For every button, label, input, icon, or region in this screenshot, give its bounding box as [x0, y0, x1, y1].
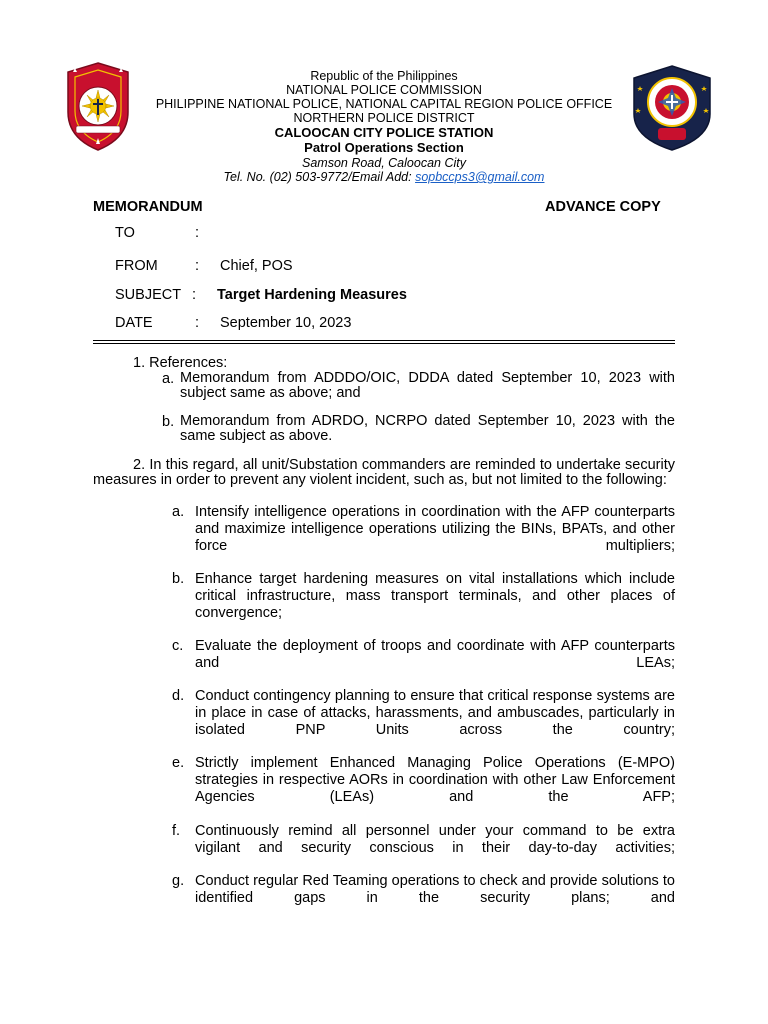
reference-b-marker: b.	[162, 414, 175, 430]
to-colon: :	[195, 225, 200, 241]
list-item-text: Continuously remind all personnel under your command to be extra vigilant and security conscious in their day-to-day activities;	[195, 823, 675, 856]
list-item-text: Conduct regular Red Teaming operations to check and provide solutions to identified gaps in the security plans; and	[195, 873, 675, 906]
list-item-marker: d.	[172, 688, 185, 704]
list-item-text: Strictly implement Enhanced Managing Police Operations (E-MPO) strategies in respective AORs in coordination with other Law Enforcement Agencies (LEAs) and the AFP;	[195, 755, 675, 805]
reference-a	[162, 371, 675, 403]
reference-b-text: Memorandum from ADRDO, NCRPO dated September 10, 2023 with the same subject as above.	[180, 413, 675, 444]
letterhead-napolcom: NATIONAL POLICE COMMISSION	[286, 83, 482, 97]
list-item-marker: g.	[172, 873, 185, 889]
letterhead-section: Patrol Operations Section	[304, 140, 464, 155]
list-item-marker: b.	[172, 571, 185, 587]
list-item	[172, 873, 675, 909]
header-rule-bottom	[93, 343, 675, 344]
letterhead-contact	[104, 170, 664, 184]
date-value: September 10, 2023	[220, 315, 352, 331]
list-item-text: Enhance target hardening measures on vital installations which include critical infrastructure, mass transport terminals, and other places of convergence;	[195, 571, 675, 621]
field-to	[115, 225, 655, 243]
from-colon: :	[195, 258, 200, 274]
subject-value: Target Hardening Measures	[217, 287, 407, 303]
email-link[interactable]: sopbccps3@gmail.com	[415, 170, 545, 184]
list-item	[172, 504, 675, 556]
list-item	[172, 755, 675, 807]
list-item-text: Conduct contingency planning to ensure that critical response systems are in place in case of attacks, harassments, and ambuscades, particularly in isolated PNP Units across the country;	[195, 688, 675, 738]
date-colon: :	[195, 315, 200, 331]
contact-prefix: Tel. No. (02) 503-9772/Email Add:	[223, 170, 416, 184]
list-item-text: Evaluate the deployment of troops and coordinate with AFP counterparts and LEAs;	[195, 638, 675, 671]
subject-label: SUBJECT	[115, 287, 182, 303]
list-item-marker: e.	[172, 755, 185, 771]
letterhead-republic: Republic of the Philippines	[310, 69, 458, 83]
reference-a-text: Memorandum from ADDDO/OIC, DDDA dated September 10, 2023 with subject same as above; and	[180, 370, 675, 401]
list-item-marker: c.	[172, 638, 184, 654]
subject-colon: :	[192, 287, 197, 303]
field-date	[115, 315, 655, 333]
references-heading: 1. References:	[133, 355, 228, 371]
reference-a-marker: a.	[162, 371, 175, 387]
advance-copy-tag: ADVANCE COPY	[545, 199, 661, 215]
letterhead-pnp-ncrpo: PHILIPPINE NATIONAL POLICE, NATIONAL CAPITAL REGION POLICE OFFICE	[155, 97, 613, 111]
letterhead-station: CALOOCAN CITY POLICE STATION	[274, 125, 494, 140]
reference-b	[162, 414, 675, 446]
letterhead-npd: NORTHERN POLICE DISTRICT	[293, 111, 475, 125]
from-value: Chief, POS	[220, 258, 293, 274]
date-label: DATE	[115, 315, 153, 331]
memo-title: MEMORANDUM	[93, 199, 203, 215]
list-item-marker: f.	[172, 823, 181, 839]
paragraph-2: 2. In this regard, all unit/Substation commanders are reminded to undertake security measures in order to prevent any violent incident, such as, but not limited to the following:	[93, 457, 675, 488]
field-from	[115, 258, 655, 276]
header-rule-top	[93, 340, 675, 341]
list-item-text: Intensify intelligence operations in coordination with the AFP counterparts and maximize intelligence operations utilizing the BINs, BPATs, and other force multipliers;	[195, 504, 675, 554]
to-label: TO	[115, 225, 135, 241]
list-item	[172, 638, 675, 674]
list-item	[172, 823, 675, 859]
letterhead-address: Samson Road, Caloocan City	[302, 156, 466, 170]
from-label: FROM	[115, 258, 158, 274]
list-item	[172, 688, 675, 740]
list-item	[172, 571, 675, 623]
field-subject	[115, 287, 655, 305]
list-item-marker: a.	[172, 504, 185, 520]
